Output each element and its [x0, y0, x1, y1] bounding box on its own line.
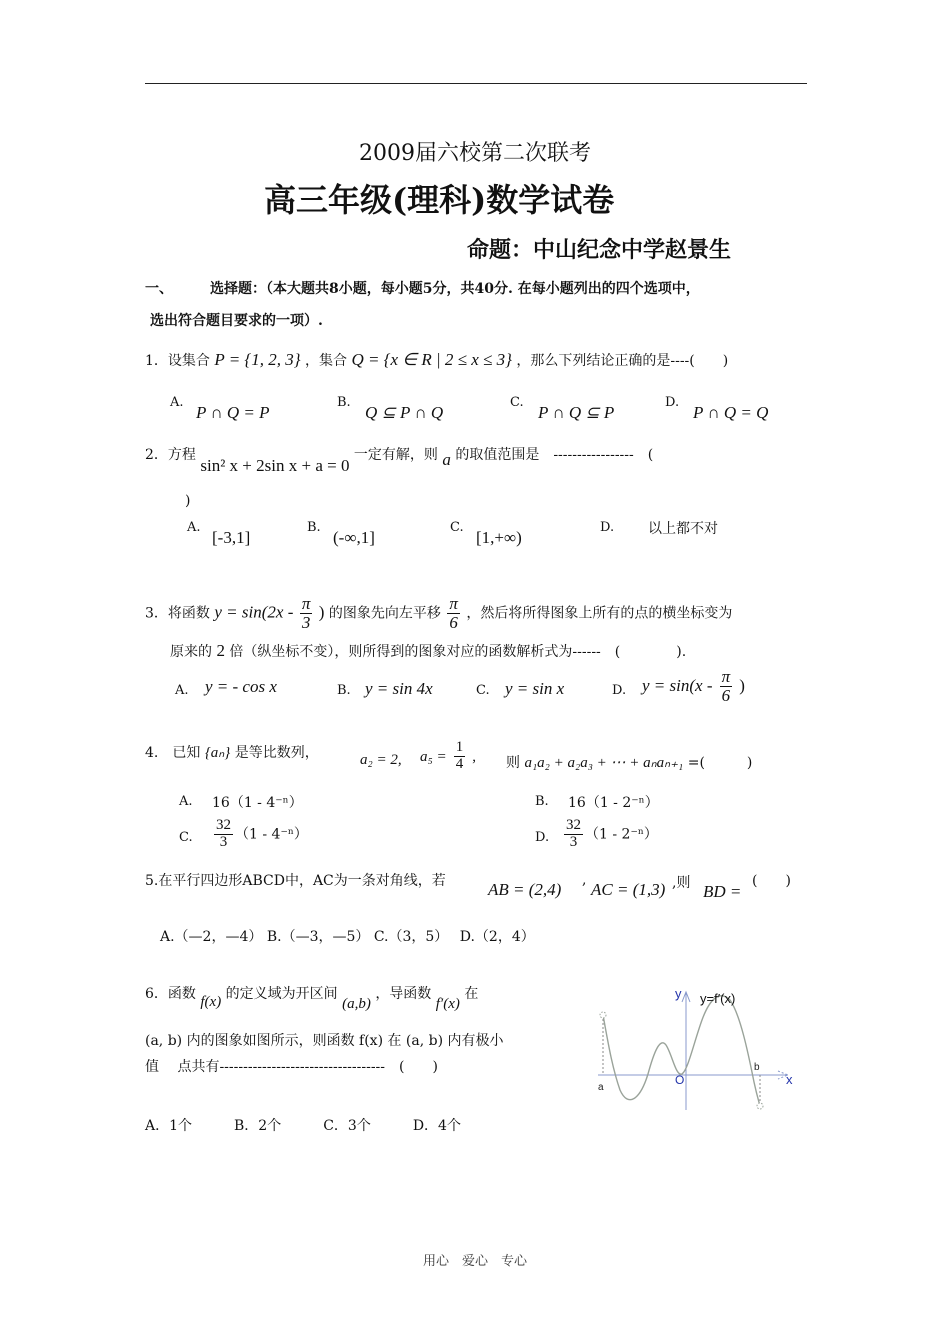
q4-opt-b	[568, 792, 659, 812]
q4-post: =( )	[687, 755, 753, 771]
q4-seq: {aₙ}	[204, 745, 231, 761]
q4-opt-d	[562, 818, 658, 851]
q4-opt-c-expr: （1 - 4⁻ⁿ）	[235, 826, 308, 843]
q2-opt-c: [1,+∞)	[476, 528, 522, 547]
q3-opt-d-expr: y = sin(x -	[642, 675, 713, 695]
x-axis-label: x	[786, 1072, 793, 1087]
q4-opt-b-label: B.	[535, 794, 549, 809]
q5-paren: ( )	[752, 873, 791, 889]
q4-opt-d-fraction	[564, 818, 583, 851]
q2-post: 的取值范围是 ----------------- (	[455, 447, 654, 463]
q6-pre: 6．函数	[145, 986, 196, 1002]
q3-func: y = sin(2x -	[214, 602, 294, 622]
q5-ab: AB = (2,4)	[488, 880, 562, 899]
q5-bd: BD =	[703, 882, 742, 901]
q6-fx: f(x)	[200, 994, 222, 1010]
q3-func-close: )	[318, 602, 325, 622]
q3-func-num: π	[301, 594, 311, 613]
q4-mid: 是等比数列，	[234, 745, 319, 761]
q2-opt-d: 以上都不对	[648, 521, 718, 537]
q6-post: 在	[464, 986, 479, 1002]
q4-opt-a	[212, 792, 303, 812]
exam-title: 高三年级(理科)数学试卷	[264, 181, 615, 219]
q1-opt-a-label: A.	[170, 395, 184, 410]
q4-opt-c-num: 32	[216, 817, 231, 833]
section-number: 一、	[145, 281, 173, 297]
q3-opt-d-fraction	[720, 668, 733, 705]
q4-a5-pre: a₅ =	[420, 748, 447, 765]
q4-opt-d-expr: （1 - 2⁻ⁿ）	[585, 826, 658, 843]
q4-opt-c-fraction	[214, 818, 233, 851]
q5-options: A.（—2，—4） B.（—3，—5） C.（3，5） D.（2，4）	[160, 929, 535, 945]
q4-opt-a-coef: 16	[212, 795, 230, 811]
q4-opt-b-expr: （1 - 2⁻ⁿ）	[585, 795, 659, 811]
q6-fpx: f′(x)	[435, 996, 460, 1012]
exam-subtitle: 2009届六校第二次联考	[359, 141, 591, 166]
q2-opt-a: [-3,1]	[212, 528, 251, 547]
q4-opt-d-num: 32	[566, 817, 581, 833]
q6-line3: 值 点共有----------------------------------- ( )	[145, 1059, 438, 1075]
q2-opt-b: (-∞,1]	[333, 528, 375, 547]
q3-post: ，然后将所得图象上所有的点的横坐标变为	[466, 605, 733, 622]
a-label: a	[598, 1082, 604, 1093]
derivative-graph	[590, 982, 805, 1112]
q3-opt-d-num: π	[721, 667, 731, 686]
section-title-cont: 选出符合题目要求的一项）.	[150, 313, 323, 329]
q1-opt-b: Q ⊆ P ∩ Q	[365, 403, 444, 422]
q6-mid2: ，导函数	[375, 986, 432, 1002]
q3-opt-c-label: C.	[476, 683, 490, 698]
q4-opt-c	[212, 818, 308, 851]
q4-a2: a₂ = 2,	[360, 752, 402, 768]
q4-sum	[506, 752, 752, 772]
q3-opt-d	[642, 668, 745, 705]
q5-ac: AC = (1,3)	[591, 880, 666, 899]
y-axis-label: y	[675, 986, 682, 1001]
q3-opt-d-close: )	[739, 675, 745, 695]
q3-func-fraction	[300, 595, 313, 632]
exam-author: 命题：中山纪念中学赵景生	[467, 237, 732, 263]
q2-pre: 2．方程	[145, 447, 196, 463]
q2-stem	[145, 444, 654, 475]
q3-stem	[145, 595, 732, 632]
q1-opt-b-label: B.	[337, 395, 351, 410]
b-label: b	[754, 1062, 760, 1073]
q2-mid: 一定有解，则	[353, 447, 438, 463]
q3-pre: 3．将函数	[145, 605, 210, 622]
q1-opt-c-label: C.	[510, 395, 524, 410]
q3-shift-num: π	[449, 594, 458, 613]
q2-var: a	[442, 450, 451, 469]
a-endpoint	[600, 1012, 606, 1018]
q6-ab: (a,b)	[342, 996, 371, 1012]
header-rule	[145, 83, 807, 84]
q3-opt-b: y = sin 4x	[365, 679, 433, 698]
q2-opt-a-label: A.	[187, 520, 201, 535]
q1-set-q: Q = {x ∈ R | 2 ≤ x ≤ 3}	[351, 350, 512, 369]
q1-pre: 1．设集合	[145, 353, 210, 369]
q2-opt-b-label: B.	[307, 520, 321, 535]
q3-line2-post: 倍（纵坐标不变），则所得到的图象对应的函数解析式为------ ( ).	[229, 644, 687, 660]
q6-mid: 的定义域为开区间	[225, 986, 338, 1002]
q1-opt-d: P ∩ Q = Q	[693, 403, 769, 422]
derivative-curve	[603, 996, 760, 1106]
q6-stem	[145, 983, 479, 1012]
q3-opt-a: y = - cos x	[205, 677, 277, 696]
q5-then: ,则	[672, 875, 691, 891]
q3-factor: 2	[216, 641, 225, 660]
q1-stem	[145, 350, 728, 370]
q3-opt-d-label: D.	[612, 683, 627, 698]
q6-options: A．1个 B．2个 C．3个 D．4个	[145, 1118, 461, 1134]
curve-label: y=f′(x)	[700, 991, 736, 1006]
q3-func-den: 3	[301, 612, 311, 632]
footer-motto: 用心 爱心 专心	[422, 1254, 527, 1269]
q2-opt-c-label: C.	[450, 520, 464, 535]
q4-stem	[145, 742, 319, 762]
q1-opt-a: P ∩ Q = P	[196, 403, 270, 422]
b-endpoint	[757, 1103, 763, 1109]
q3-opt-a-label: A.	[175, 683, 189, 698]
q5-stem: 5.在平行四边形ABCD中，AC为一条对角线，若	[145, 873, 446, 889]
q3-mid: 的图象先向左平移	[328, 605, 441, 622]
q1-opt-d-label: D.	[665, 395, 680, 410]
q4-a5-num: 1	[455, 739, 464, 755]
q1-set-p: P = {1, 2, 3}	[214, 350, 301, 369]
q4-opt-c-label: C.	[179, 830, 193, 845]
q4-opt-a-expr: （1 - 4⁻ⁿ）	[229, 795, 303, 811]
q4-opt-d-label: D.	[535, 830, 550, 845]
q3-opt-c: y = sin x	[505, 679, 565, 698]
q4-a5	[420, 740, 476, 773]
q2-paren: )	[185, 493, 191, 509]
q3-opt-b-label: B.	[337, 683, 351, 698]
q4-pre: 4. 已知	[145, 745, 201, 761]
q3-line2	[170, 641, 686, 661]
q2-equation: sin² x + 2sin x + a = 0	[200, 456, 350, 475]
q1-mid: ，集合	[304, 353, 347, 369]
q1-opt-c: P ∩ Q ⊆ P	[538, 403, 615, 422]
q4-a5-comma: ,	[472, 748, 477, 765]
q4-a5-fraction	[454, 740, 466, 773]
q6-line2: (a, b) 内的图象如图所示，则函数 f(x) 在 (a, b) 内有极小	[145, 1033, 504, 1049]
q3-line2-pre: 原来的	[170, 644, 212, 660]
q4-opt-b-coef: 16	[568, 795, 586, 811]
q4-sum-expr: a₁a₂ + a₂a₃ + ⋯ + aₙaₙ₊₁	[524, 755, 684, 771]
q3-shift-fraction	[447, 595, 460, 632]
q5-comma: ,	[582, 872, 587, 888]
q4-opt-c-den: 3	[219, 833, 228, 850]
q4-a5-den: 4	[455, 755, 464, 772]
q4-then: 则	[506, 755, 520, 771]
section-title: 选择题：（本大题共8小题，每小题5分，共40分. 在每小题列出的四个选项中，	[210, 281, 700, 297]
q1-post: ，那么下列结论正确的是----( )	[516, 353, 729, 369]
q2-opt-d-label: D.	[600, 520, 615, 535]
q3-opt-d-den: 6	[721, 685, 731, 705]
origin-label: O	[675, 1073, 685, 1087]
q3-shift-den: 6	[449, 612, 458, 632]
q4-opt-a-label: A.	[179, 794, 193, 809]
q4-opt-d-den: 3	[569, 833, 578, 850]
